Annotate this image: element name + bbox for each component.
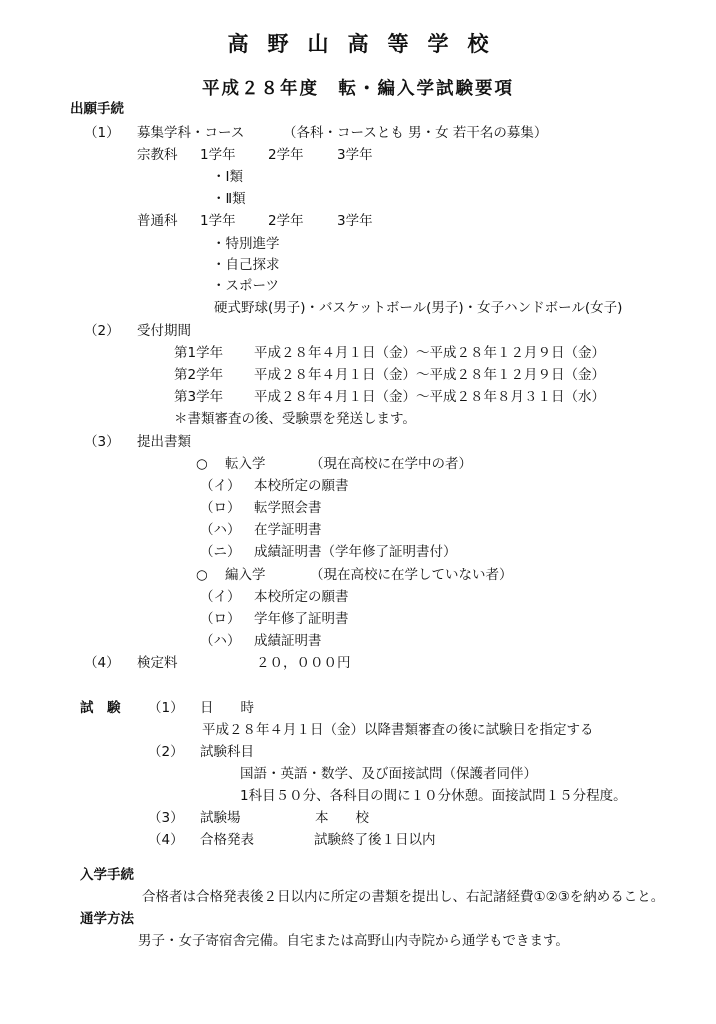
reentry-item-text: 成績証明書 <box>254 633 322 649</box>
e2-text-1: 国語・英語・数学、及び面接試問（保護者同伴） <box>240 766 537 782</box>
period-range-3: 平成２８年４月１日（金）～平成２８年８月３１日（水） <box>254 389 605 405</box>
general-dept: 普通科 <box>137 213 178 229</box>
s1-note: （各科・コースとも 男・女 若干名の募集） <box>283 125 548 141</box>
transfer-item-key: （ニ） <box>200 544 241 560</box>
reentry-mark: ○ <box>196 567 208 583</box>
general-course-1: ・特別進学 <box>212 236 280 252</box>
exam-venue: 本 校 <box>315 810 369 826</box>
transfer-note: （現在高校に在学中の者） <box>310 456 472 472</box>
reentry-note: （現在高校に在学していない者） <box>310 567 513 583</box>
religion-dept: 宗教科 <box>137 147 178 163</box>
period-grade-3: 第3学年 <box>174 389 224 405</box>
reentry-item-key: （ハ） <box>200 633 241 649</box>
e2-label: 試験科目 <box>200 744 254 760</box>
transfer-item-key: （イ） <box>200 478 241 494</box>
religion-grade-1: 1学年 <box>200 147 236 163</box>
s3-label: 提出書類 <box>137 434 191 450</box>
reentry-item-text: 本校所定の願書 <box>254 589 349 605</box>
general-course-3: ・スポーツ <box>212 278 279 294</box>
page-subtitle: 平成２８年度 転・編入学試験要項 <box>202 79 514 99</box>
period-grade-1: 第1学年 <box>174 345 224 361</box>
transfer-item-key: （ロ） <box>200 500 241 516</box>
commute-heading: 通学方法 <box>80 911 134 927</box>
period-range-1: 平成２８年４月１日（金）～平成２８年１２月９日（金） <box>254 345 605 361</box>
transfer-item-text: 本校所定の願書 <box>254 478 349 494</box>
general-course-2: ・自己探求 <box>212 257 280 273</box>
application-heading: 出願手続 <box>70 101 124 117</box>
exam-heading: 試 験 <box>80 700 121 716</box>
e3-number: （3） <box>148 810 184 826</box>
s4-number: （4） <box>84 655 120 671</box>
s1-label: 募集学科・コース <box>137 125 245 141</box>
s2-label: 受付期間 <box>137 323 191 339</box>
e1-text: 平成２８年４月１日（金）以降書類審査の後に試験日を指定する <box>202 722 594 738</box>
page-title: 高野山高等学校 <box>227 32 508 56</box>
religion-grade-2: 2学年 <box>268 147 304 163</box>
reentry-item-key: （ロ） <box>200 611 241 627</box>
transfer-item-key: （ハ） <box>200 522 241 538</box>
s4-label: 検定料 <box>137 655 178 671</box>
e3-label: 試験場 <box>200 810 241 826</box>
e1-label: 日 時 <box>200 700 254 716</box>
period-grade-2: 第2学年 <box>174 367 224 383</box>
reentry-label: 編入学 <box>225 567 266 583</box>
religion-grade-3: 3学年 <box>337 147 373 163</box>
transfer-mark: ○ <box>196 456 208 472</box>
e4-label: 合格発表 <box>200 832 254 848</box>
sports-detail: 硬式野球(男子)・バスケットボール(男子)・女子ハンドボール(女子) <box>214 300 623 316</box>
e1-number: （1） <box>148 700 184 716</box>
transfer-label: 転入学 <box>225 456 266 472</box>
reentry-item-text: 学年修了証明書 <box>254 611 349 627</box>
e2-number: （2） <box>148 744 184 760</box>
e4-number: （4） <box>148 832 184 848</box>
exam-fee: ２０，０００円 <box>256 655 351 671</box>
admission-heading: 入学手続 <box>80 867 134 883</box>
religion-course-2: ・Ⅱ類 <box>212 191 246 207</box>
admission-text: 合格者は合格発表後２日以内に所定の書類を提出し、右記諸経費①②③を納めること。 <box>142 889 665 905</box>
reentry-item-key: （イ） <box>200 589 241 605</box>
result-announcement: 試験終了後１日以内 <box>314 832 436 848</box>
s1-number: （1） <box>84 125 120 141</box>
general-grade-3: 3学年 <box>337 213 373 229</box>
general-grade-1: 1学年 <box>200 213 236 229</box>
religion-course-1: ・Ⅰ類 <box>212 169 243 185</box>
transfer-item-text: 転学照会書 <box>254 500 322 516</box>
transfer-item-text: 在学証明書 <box>254 522 322 538</box>
e2-text-2: 1科目５０分、各科目の間に１０分休憩。面接試問１５分程度。 <box>240 788 627 804</box>
period-range-2: 平成２８年４月１日（金）～平成２８年１２月９日（金） <box>254 367 605 383</box>
transfer-item-text: 成績証明書（学年修了証明書付） <box>254 544 457 560</box>
s3-number: （3） <box>84 434 120 450</box>
general-grade-2: 2学年 <box>268 213 304 229</box>
commute-text: 男子・女子寄宿舎完備。自宅または高野山内寺院から通学もできます。 <box>138 933 569 949</box>
s2-number: （2） <box>84 323 120 339</box>
s2-note: ＊書類審査の後、受験票を発送します。 <box>174 411 416 427</box>
